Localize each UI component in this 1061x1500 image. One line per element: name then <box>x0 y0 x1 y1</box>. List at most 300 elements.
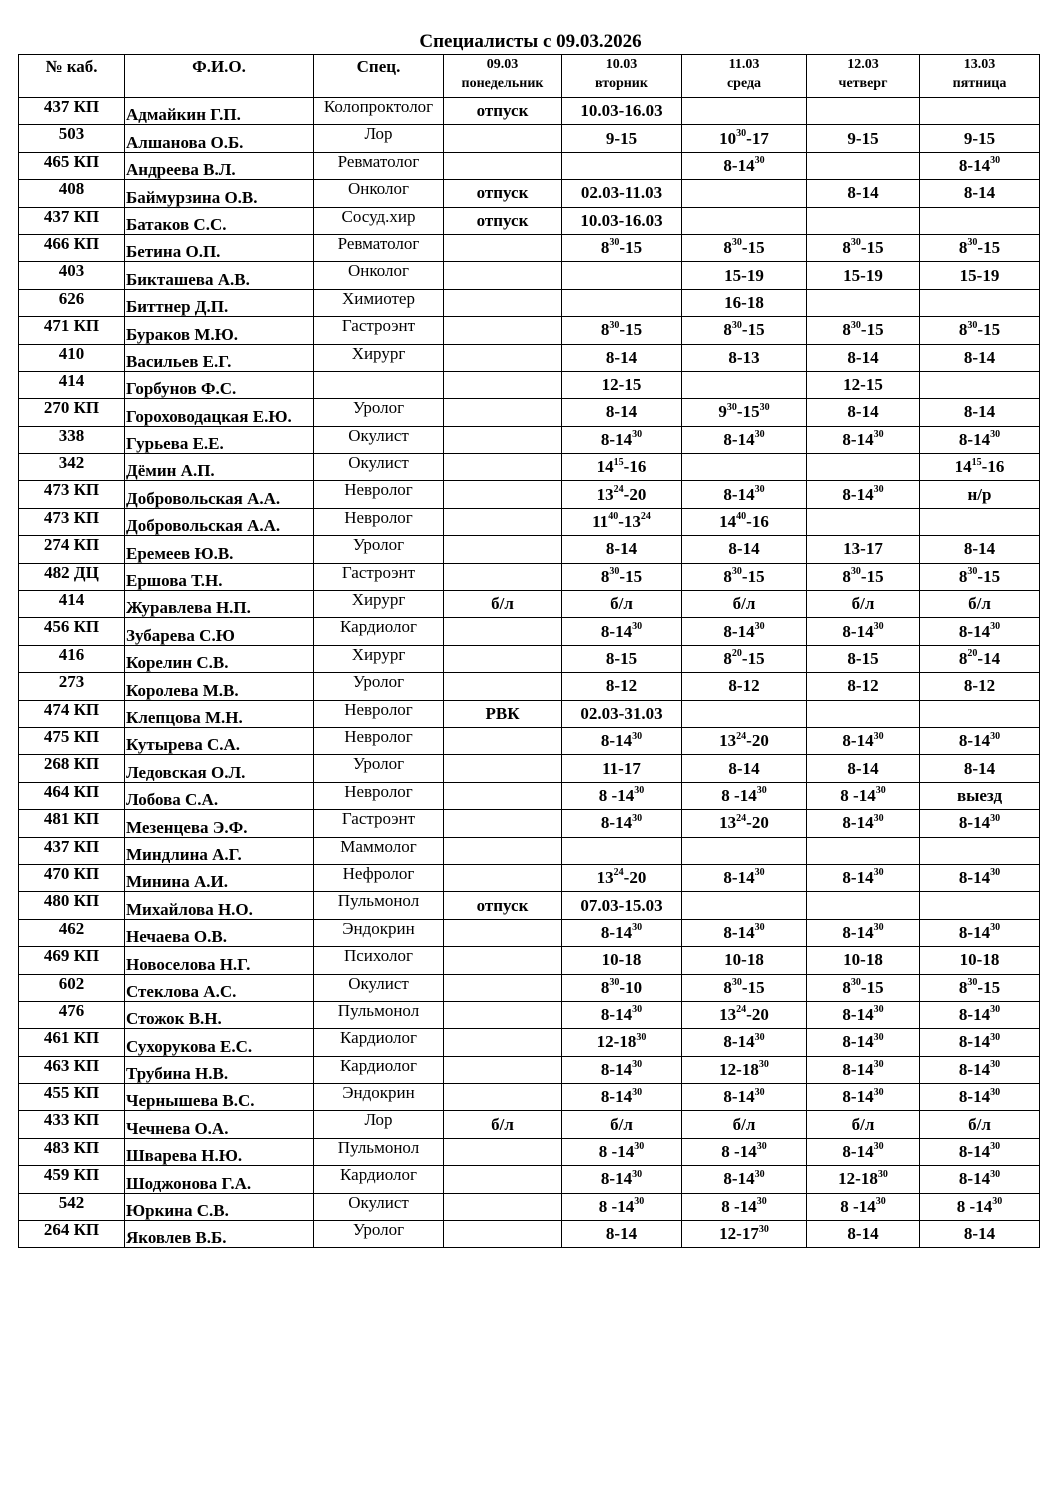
name-cell: Шварева Н.Ю. <box>125 1138 314 1165</box>
schedule-cell: 9-15 <box>920 125 1040 152</box>
table-row <box>19 645 1040 672</box>
schedule-cell: $8^{30}-15$ <box>807 317 920 344</box>
header-day-date: 11.03 <box>728 57 760 72</box>
specialty-cell: Уролог <box>314 673 444 700</box>
schedule-cell <box>444 1193 562 1220</box>
schedule-cell: $8^{30}-15$ <box>920 317 1040 344</box>
schedule-cell <box>682 98 807 125</box>
schedule-cell: $8-14^{30}$ <box>682 618 807 645</box>
table-row <box>19 1001 1040 1028</box>
schedule-cell: 12-15 <box>807 371 920 398</box>
specialty-cell: Психолог <box>314 947 444 974</box>
schedule-cell: 8 $-14^{30}$ <box>920 1193 1040 1220</box>
name-cell: Стеклова А.С. <box>125 974 314 1001</box>
schedule-cell: 10-18 <box>807 947 920 974</box>
schedule-cell: $8-14^{30}$ <box>682 1029 807 1056</box>
room-cell: 469 КП <box>19 947 125 974</box>
schedule-cell: 8-15 <box>807 645 920 672</box>
room-cell: 474 КП <box>19 700 125 727</box>
schedule-cell: $8-14^{30}$ <box>562 919 682 946</box>
schedule-cell: 10-18 <box>682 947 807 974</box>
schedule-cell: $8-14^{30}$ <box>562 1056 682 1083</box>
schedule-cell <box>444 1138 562 1165</box>
specialty-cell: Окулист <box>314 454 444 481</box>
table-row <box>19 864 1040 891</box>
schedule-cell: $8-14^{30}$ <box>807 919 920 946</box>
schedule-cell: $8-14^{30}$ <box>807 1138 920 1165</box>
header-spec: Спец. <box>314 55 444 98</box>
schedule-cell <box>444 125 562 152</box>
schedule-cell: б/л <box>920 1111 1040 1138</box>
name-cell: Адмайкин Г.П. <box>125 98 314 125</box>
specialty-cell: Окулист <box>314 426 444 453</box>
table-row <box>19 1029 1040 1056</box>
schedule-cell <box>807 207 920 234</box>
schedule-cell <box>444 481 562 508</box>
schedule-cell <box>444 536 562 563</box>
table-row <box>19 454 1040 481</box>
table-row <box>19 727 1040 754</box>
specialty-cell: Кардиолог <box>314 1029 444 1056</box>
table-row <box>19 344 1040 371</box>
schedule-cell: $8-14^{30}$ <box>562 1084 682 1111</box>
table-row <box>19 755 1040 782</box>
schedule-cell <box>920 207 1040 234</box>
header-row <box>19 55 1040 98</box>
schedule-cell: $8^{30}-15$ <box>920 234 1040 261</box>
specialty-cell: Невролог <box>314 481 444 508</box>
header-room: № каб. <box>19 55 125 98</box>
name-cell: Ершова Т.Н. <box>125 563 314 590</box>
specialty-cell: Эндокрин <box>314 1084 444 1111</box>
schedule-cell: 8-14 <box>920 536 1040 563</box>
document-title: Специалисты с 09.03.2026 <box>419 31 642 52</box>
schedule-cell: $14^{40}-16$ <box>682 508 807 535</box>
schedule-cell <box>807 700 920 727</box>
name-cell: Бикташева А.В. <box>125 262 314 289</box>
schedule-cell: 12-15 <box>562 371 682 398</box>
header-day-date: 13.03 <box>963 57 996 72</box>
room-cell: 470 КП <box>19 864 125 891</box>
room-cell: 459 КП <box>19 1166 125 1193</box>
schedule-cell: 02.03-31.03 <box>562 700 682 727</box>
name-cell: Шоджонова Г.А. <box>125 1166 314 1193</box>
room-cell: 455 КП <box>19 1084 125 1111</box>
schedule-cell: $8-14^{30}$ <box>807 426 920 453</box>
schedule-cell: $8-14^{30}$ <box>682 152 807 179</box>
schedule-cell: б/л <box>562 591 682 618</box>
schedule-cell: 15-19 <box>920 262 1040 289</box>
specialty-cell: Лор <box>314 125 444 152</box>
room-cell: 466 КП <box>19 234 125 261</box>
schedule-cell: $8-14^{30}$ <box>920 1138 1040 1165</box>
room-cell: 456 КП <box>19 618 125 645</box>
schedule-cell: $14^{15}-16$ <box>562 454 682 481</box>
schedule-cell <box>920 837 1040 864</box>
schedule-cell: $13^{24}-20$ <box>682 727 807 754</box>
name-cell: Миндлина А.Г. <box>125 837 314 864</box>
specialty-cell: Кардиолог <box>314 1056 444 1083</box>
room-cell: 471 КП <box>19 317 125 344</box>
specialty-cell: Нефролог <box>314 864 444 891</box>
room-cell: 473 КП <box>19 481 125 508</box>
schedule-cell: 8-14 <box>562 536 682 563</box>
schedule-cell: отпуск <box>444 98 562 125</box>
schedule-cell: б/л <box>807 591 920 618</box>
table-row <box>19 1084 1040 1111</box>
table-row <box>19 262 1040 289</box>
schedule-cell: 8-14 <box>807 180 920 207</box>
room-cell: 503 <box>19 125 125 152</box>
schedule-cell: 8-12 <box>682 673 807 700</box>
specialty-cell: Эндокрин <box>314 919 444 946</box>
schedule-cell <box>920 892 1040 919</box>
specialty-cell: Химиотер <box>314 289 444 316</box>
schedule-cell: 8 $-14^{30}$ <box>682 782 807 809</box>
schedule-cell: $8-14^{30}$ <box>807 810 920 837</box>
schedule-cell: 9-15 <box>807 125 920 152</box>
room-cell: 268 КП <box>19 755 125 782</box>
room-cell: 542 <box>19 1193 125 1220</box>
schedule-cell <box>444 1001 562 1028</box>
name-cell: Сухорукова Е.С. <box>125 1029 314 1056</box>
schedule-cell: 8-14 <box>807 399 920 426</box>
schedule-cell: $12-18^{30}$ <box>562 1029 682 1056</box>
room-cell: 273 <box>19 673 125 700</box>
schedule-cell: $11^{40}-13^{24}$ <box>562 508 682 535</box>
specialty-cell: Гастроэнт <box>314 317 444 344</box>
room-cell: 461 КП <box>19 1029 125 1056</box>
schedule-cell: $8-14^{30}$ <box>682 426 807 453</box>
schedule-cell <box>444 152 562 179</box>
name-cell: Баймурзина О.В. <box>125 180 314 207</box>
schedule-cell: $8^{20}-15$ <box>682 645 807 672</box>
schedule-cell: $12-18^{30}$ <box>682 1056 807 1083</box>
schedule-cell <box>682 837 807 864</box>
name-cell: Добровольская А.А. <box>125 481 314 508</box>
schedule-cell <box>444 919 562 946</box>
room-cell: 433 КП <box>19 1111 125 1138</box>
schedule-cell <box>444 782 562 809</box>
room-cell: 462 <box>19 919 125 946</box>
schedule-cell: $8-14^{30}$ <box>807 1056 920 1083</box>
schedule-cell: 8-12 <box>807 673 920 700</box>
name-cell: Юркина С.В. <box>125 1193 314 1220</box>
schedule-cell: $8^{30}-15$ <box>682 563 807 590</box>
schedule-cell <box>444 1221 562 1248</box>
schedule-cell: $8-14^{30}$ <box>920 919 1040 946</box>
name-cell: Гороховодацкая Е.Ю. <box>125 399 314 426</box>
name-cell: Корелин С.В. <box>125 645 314 672</box>
specialty-cell: Хирург <box>314 591 444 618</box>
schedule-cell: 02.03-11.03 <box>562 180 682 207</box>
schedule-cell <box>444 426 562 453</box>
table-row <box>19 700 1040 727</box>
table-row <box>19 508 1040 535</box>
schedule-cell <box>807 508 920 535</box>
schedule-cell: 8 $-14^{30}$ <box>562 782 682 809</box>
schedule-cell: $9^{30}-15^{30}$ <box>682 399 807 426</box>
schedule-cell: $8-14^{30}$ <box>682 919 807 946</box>
schedule-cell: 8-14 <box>920 344 1040 371</box>
schedule-cell <box>444 1029 562 1056</box>
schedule-cell: $8-14^{30}$ <box>807 1029 920 1056</box>
header-day-date: 09.03 <box>486 57 519 72</box>
specialty-cell: Уролог <box>314 399 444 426</box>
name-cell: Андреева В.Л. <box>125 152 314 179</box>
name-cell: Королева М.В. <box>125 673 314 700</box>
specialty-cell: Окулист <box>314 974 444 1001</box>
schedule-cell: $8^{30}-10$ <box>562 974 682 1001</box>
schedule-cell: $8-14^{30}$ <box>920 426 1040 453</box>
specialty-cell: Сосуд.хир <box>314 207 444 234</box>
room-cell: 483 КП <box>19 1138 125 1165</box>
header-day-date: 10.03 <box>605 57 638 72</box>
schedule-cell <box>682 700 807 727</box>
schedule-cell: 8 $-14^{30}$ <box>682 1193 807 1220</box>
schedule-cell: $8^{30}-15$ <box>682 974 807 1001</box>
schedule-cell: $8-14^{30}$ <box>920 152 1040 179</box>
table-row <box>19 125 1040 152</box>
schedule-cell: $8^{30}-15$ <box>920 563 1040 590</box>
name-cell: Стожок В.Н. <box>125 1001 314 1028</box>
table-row <box>19 180 1040 207</box>
schedule-cell: $8^{30}-15$ <box>562 234 682 261</box>
header-day <box>682 55 807 98</box>
schedule-cell <box>444 262 562 289</box>
name-cell: Батаков С.С. <box>125 207 314 234</box>
name-cell: Минина А.И. <box>125 864 314 891</box>
specialty-cell: Пульмонол <box>314 1138 444 1165</box>
schedule-cell: б/л <box>444 591 562 618</box>
schedule-cell <box>444 947 562 974</box>
specialty-cell: Колопроктолог <box>314 98 444 125</box>
schedule-cell: 8-14 <box>682 536 807 563</box>
name-cell: Клепцова М.Н. <box>125 700 314 727</box>
schedule-cell: $8^{30}-15$ <box>920 974 1040 1001</box>
schedule-cell: $8^{30}-15$ <box>807 563 920 590</box>
room-cell: 476 <box>19 1001 125 1028</box>
name-cell: Еремеев Ю.В. <box>125 536 314 563</box>
schedule-cell: 8 $-14^{30}$ <box>682 1138 807 1165</box>
table-row <box>19 563 1040 590</box>
schedule-cell <box>444 645 562 672</box>
schedule-cell <box>444 371 562 398</box>
schedule-cell: 11-17 <box>562 755 682 782</box>
name-cell: Зубарева С.Ю <box>125 618 314 645</box>
schedule-cell: $8-14^{30}$ <box>562 618 682 645</box>
schedule-cell: 8-13 <box>682 344 807 371</box>
schedule-body <box>19 98 1040 1248</box>
schedule-cell: $14^{15}-16$ <box>920 454 1040 481</box>
specialty-cell: Уролог <box>314 755 444 782</box>
name-cell: Ледовская О.Л. <box>125 755 314 782</box>
table-row <box>19 317 1040 344</box>
schedule-cell <box>682 892 807 919</box>
schedule-cell: 8-14 <box>920 1221 1040 1248</box>
table-row <box>19 371 1040 398</box>
schedule-cell: $8^{30}-15$ <box>562 563 682 590</box>
room-cell: 264 КП <box>19 1221 125 1248</box>
room-cell: 408 <box>19 180 125 207</box>
schedule-cell <box>562 262 682 289</box>
schedule-cell <box>444 673 562 700</box>
table-row <box>19 399 1040 426</box>
schedule-table <box>18 54 1040 1248</box>
schedule-cell <box>807 98 920 125</box>
table-row <box>19 591 1040 618</box>
schedule-cell: 8-14 <box>562 344 682 371</box>
name-cell: Васильев Е.Г. <box>125 344 314 371</box>
name-cell: Михайлова Н.О. <box>125 892 314 919</box>
room-cell: 437 КП <box>19 98 125 125</box>
room-cell: 602 <box>19 974 125 1001</box>
table-row <box>19 837 1040 864</box>
schedule-cell: н/р <box>920 481 1040 508</box>
schedule-cell <box>444 1056 562 1083</box>
specialty-cell <box>314 371 444 398</box>
specialty-cell: Онколог <box>314 180 444 207</box>
schedule-cell: $13^{24}-20$ <box>682 1001 807 1028</box>
specialty-cell: Ревматолог <box>314 234 444 261</box>
schedule-cell: 8-12 <box>562 673 682 700</box>
room-cell: 626 <box>19 289 125 316</box>
schedule-cell: б/л <box>682 591 807 618</box>
schedule-cell: $8-14^{30}$ <box>682 1084 807 1111</box>
schedule-cell: $8-14^{30}$ <box>920 1084 1040 1111</box>
schedule-cell: $8-14^{30}$ <box>807 727 920 754</box>
schedule-cell <box>444 344 562 371</box>
schedule-cell: РВК <box>444 700 562 727</box>
table-row <box>19 919 1040 946</box>
schedule-cell <box>682 180 807 207</box>
schedule-cell: $8-14^{30}$ <box>807 481 920 508</box>
schedule-cell: 8-14 <box>562 1221 682 1248</box>
schedule-cell: б/л <box>444 1111 562 1138</box>
schedule-cell <box>444 837 562 864</box>
specialty-cell: Невролог <box>314 782 444 809</box>
schedule-cell: 8-14 <box>920 180 1040 207</box>
table-row <box>19 810 1040 837</box>
schedule-cell: 07.03-15.03 <box>562 892 682 919</box>
schedule-cell <box>444 508 562 535</box>
specialty-cell: Уролог <box>314 1221 444 1248</box>
schedule-cell: 10-18 <box>562 947 682 974</box>
table-row <box>19 98 1040 125</box>
table-row <box>19 152 1040 179</box>
specialty-cell: Онколог <box>314 262 444 289</box>
specialty-cell: Хирург <box>314 645 444 672</box>
schedule-cell: $8^{20}-14$ <box>920 645 1040 672</box>
schedule-cell: $8-14^{30}$ <box>920 810 1040 837</box>
room-cell: 274 КП <box>19 536 125 563</box>
specialty-cell: Кардиолог <box>314 618 444 645</box>
schedule-cell: $8-14^{30}$ <box>920 1056 1040 1083</box>
schedule-cell: 8-14 <box>682 755 807 782</box>
specialty-cell: Невролог <box>314 508 444 535</box>
header-day-weekday: вторник <box>595 76 648 91</box>
schedule-cell <box>807 289 920 316</box>
schedule-cell: 13-17 <box>807 536 920 563</box>
specialty-cell: Пульмонол <box>314 892 444 919</box>
schedule-cell: $8-14^{30}$ <box>682 481 807 508</box>
name-cell: Горбунов Ф.С. <box>125 371 314 398</box>
schedule-cell: 8-12 <box>920 673 1040 700</box>
table-row <box>19 536 1040 563</box>
specialty-cell: Кардиолог <box>314 1166 444 1193</box>
schedule-cell: $8-14^{30}$ <box>807 1084 920 1111</box>
header-day-weekday: пятница <box>952 76 1007 91</box>
room-cell: 482 ДЦ <box>19 563 125 590</box>
schedule-cell <box>562 152 682 179</box>
schedule-cell: $8-14^{30}$ <box>920 1029 1040 1056</box>
specialty-cell: Хирург <box>314 344 444 371</box>
room-cell: 480 КП <box>19 892 125 919</box>
header-day-weekday: четверг <box>838 76 888 91</box>
name-cell: Чернышева В.С. <box>125 1084 314 1111</box>
schedule-cell <box>682 207 807 234</box>
table-row <box>19 892 1040 919</box>
schedule-cell: б/л <box>920 591 1040 618</box>
table-row <box>19 289 1040 316</box>
schedule-cell: 10-18 <box>920 947 1040 974</box>
schedule-cell: 15-19 <box>682 262 807 289</box>
room-cell: 463 КП <box>19 1056 125 1083</box>
room-cell: 473 КП <box>19 508 125 535</box>
name-cell: Новоселова Н.Г. <box>125 947 314 974</box>
room-cell: 338 <box>19 426 125 453</box>
schedule-cell <box>807 837 920 864</box>
schedule-cell: 9-15 <box>562 125 682 152</box>
schedule-cell: 8-14 <box>920 755 1040 782</box>
schedule-cell <box>444 454 562 481</box>
schedule-cell <box>444 234 562 261</box>
schedule-cell: отпуск <box>444 892 562 919</box>
schedule-cell: $8-14^{30}$ <box>682 1166 807 1193</box>
schedule-cell <box>444 864 562 891</box>
room-cell: 465 КП <box>19 152 125 179</box>
room-cell: 475 КП <box>19 727 125 754</box>
header-day <box>562 55 682 98</box>
schedule-cell <box>920 98 1040 125</box>
header-day <box>444 55 562 98</box>
room-cell: 416 <box>19 645 125 672</box>
schedule-cell: 8-14 <box>562 399 682 426</box>
schedule-cell: $8^{30}-15$ <box>807 234 920 261</box>
room-cell: 481 КП <box>19 810 125 837</box>
name-cell: Лобова С.А. <box>125 782 314 809</box>
schedule-cell <box>807 454 920 481</box>
name-cell: Дёмин А.П. <box>125 454 314 481</box>
name-cell: Журавлева Н.П. <box>125 591 314 618</box>
schedule-cell: 8-15 <box>562 645 682 672</box>
header-day-weekday: среда <box>726 76 762 91</box>
schedule-cell: 10.03-16.03 <box>562 207 682 234</box>
table-row <box>19 974 1040 1001</box>
schedule-cell: 8-14 <box>807 755 920 782</box>
table-row <box>19 1193 1040 1220</box>
schedule-cell: $8-14^{30}$ <box>920 1166 1040 1193</box>
schedule-cell: 8-14 <box>807 1221 920 1248</box>
table-row <box>19 1056 1040 1083</box>
schedule-cell: $8-14^{30}$ <box>562 727 682 754</box>
schedule-cell <box>444 289 562 316</box>
name-cell: Мезенцева Э.Ф. <box>125 810 314 837</box>
table-row <box>19 618 1040 645</box>
schedule-cell <box>444 727 562 754</box>
room-cell: 270 КП <box>19 399 125 426</box>
specialty-cell: Пульмонол <box>314 1001 444 1028</box>
